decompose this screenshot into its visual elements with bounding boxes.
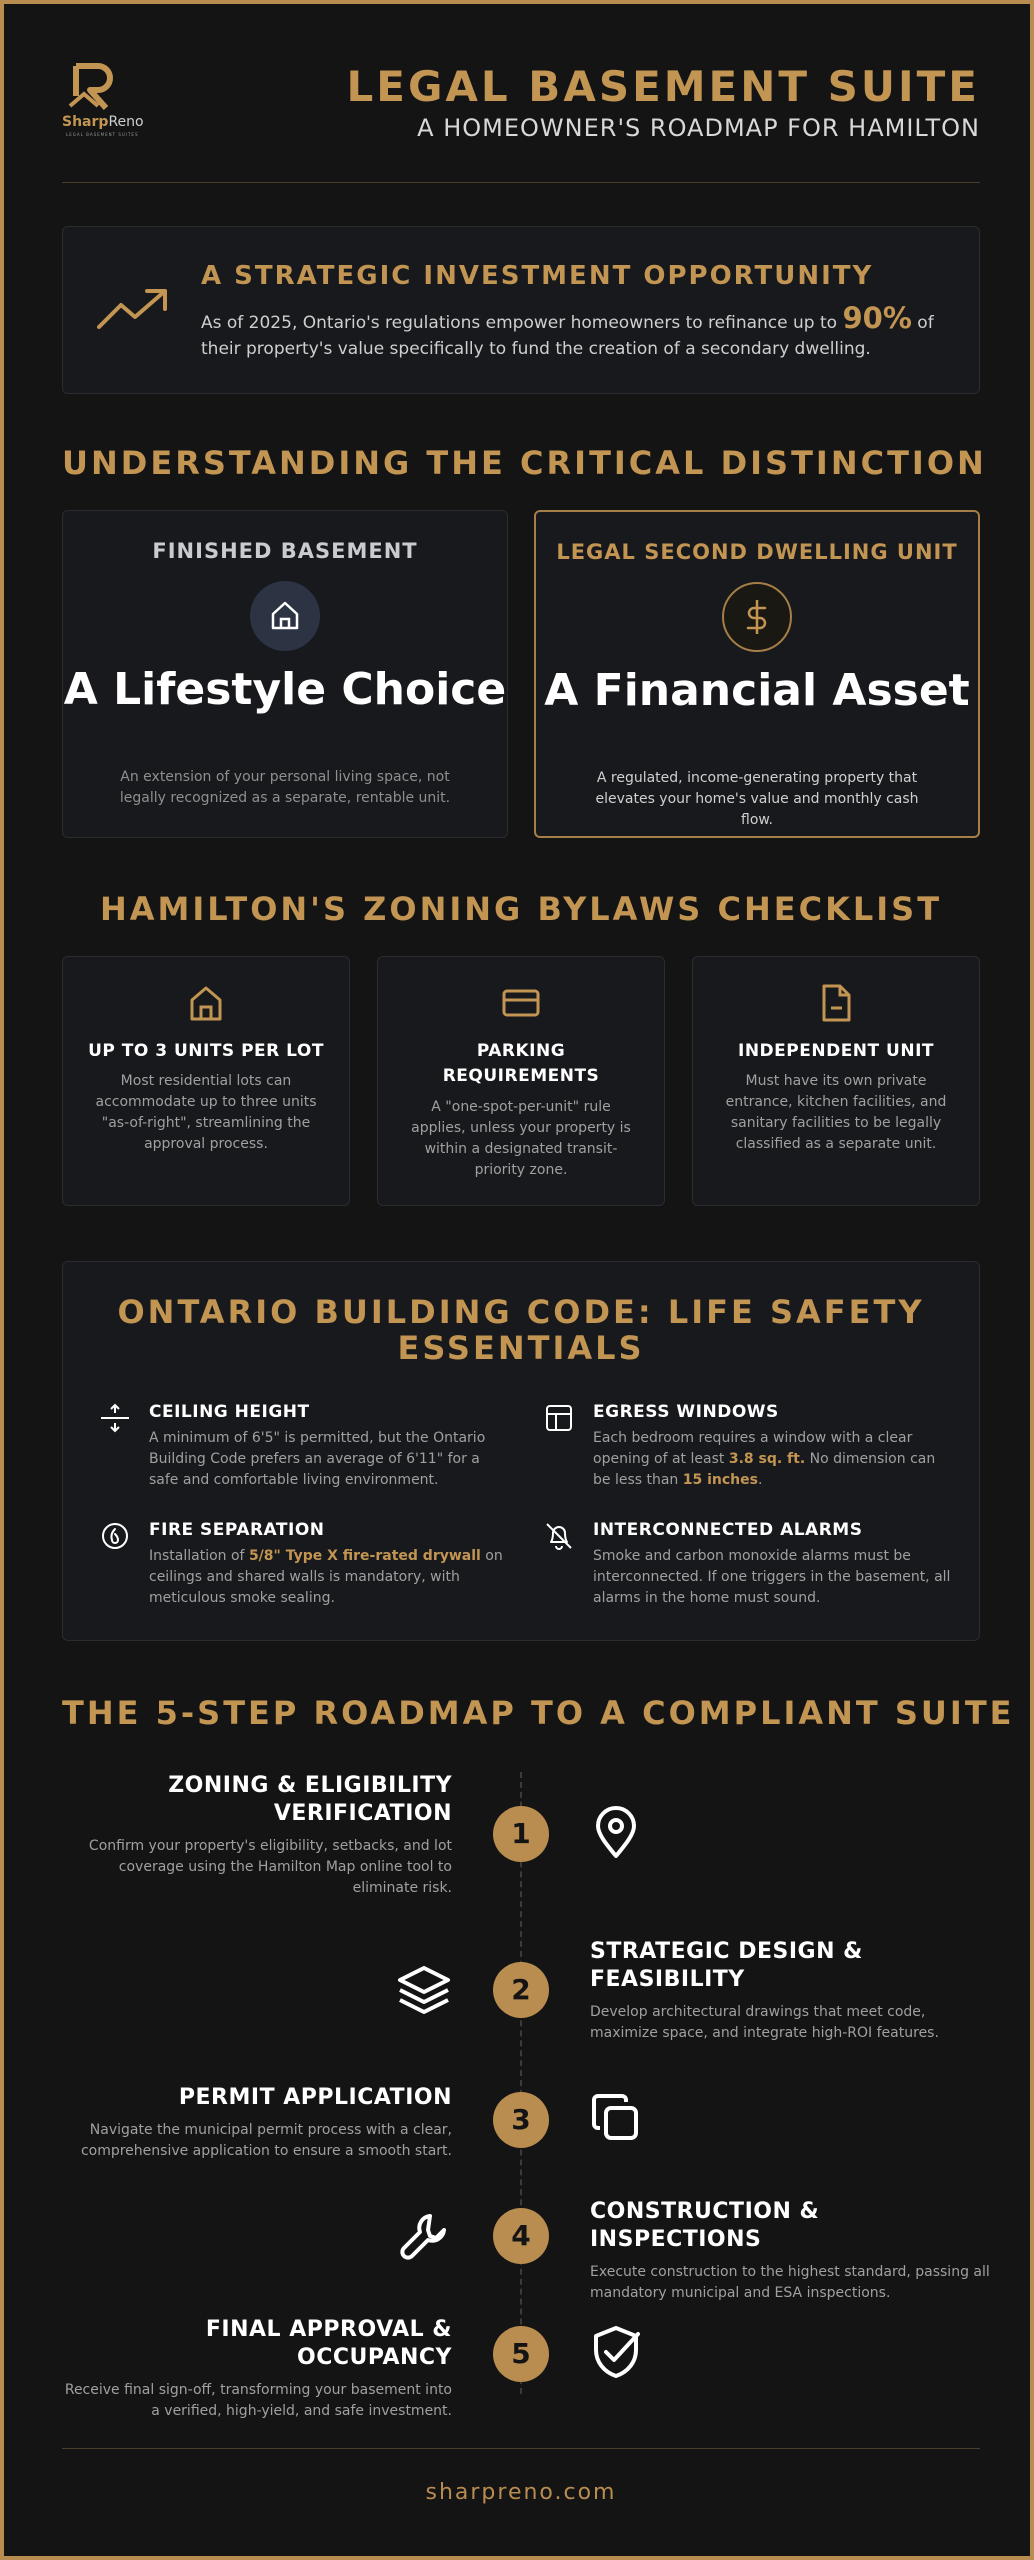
- ceiling-height-desc: A minimum of 6'5" is permitted, but the Ontario Building Code prefers an average of 6'11" for a safe and comfortable living environment.: [149, 1430, 486, 1488]
- egress-windows-title: EGRESS WINDOWS: [593, 1402, 779, 1422]
- strategic-card: [62, 226, 980, 394]
- alarms-desc: Smoke and carbon monoxide alarms must be interconnected. If one triggers in the basement, all alarms in the home must sound.: [593, 1548, 951, 1606]
- header: [62, 62, 980, 182]
- trending-up-icon: [97, 287, 169, 331]
- zoning-desc: Most residential lots can accommodate up to three units "as-of-right", streamlining the approval process.: [95, 1073, 317, 1152]
- zoning-card-independent: [692, 956, 980, 1206]
- step-desc: Receive final sign-off, transforming your basement into a verified, high-yield, and safe investment.: [64, 2382, 452, 2419]
- fire-separation-desc: [149, 1546, 509, 1609]
- footer-url[interactable]: sharpreno.com: [425, 2480, 617, 2505]
- zoning-desc: Must have its own private entrance, kitchen facilities, and sanitary facilities to be legally classified as a separate unit.: [725, 1073, 947, 1152]
- roadmap-step-4: [590, 2198, 990, 2304]
- header-divider: [62, 182, 980, 183]
- fire-text-b: on ceilings and shared walls is mandatory, with meticulous smoke sealing.: [149, 1548, 503, 1606]
- zoning-card-units: [62, 956, 350, 1206]
- step-desc: Develop architectural drawings that meet code, maximize space, and integrate high-ROI features.: [590, 2004, 939, 2041]
- copy-icon: [588, 2090, 644, 2146]
- wrench-icon: [396, 2208, 452, 2264]
- legal-main: A Financial Asset: [544, 665, 970, 716]
- roadmap-step-3: [62, 2084, 452, 2162]
- step-number: 3: [493, 2092, 549, 2148]
- legal-icon-circle: [722, 582, 792, 652]
- step-desc: Confirm your property's eligibility, setbacks, and lot coverage using the Hamilton Map online tool to eliminate risk.: [88, 1838, 452, 1896]
- logo-wordmark: [62, 114, 144, 130]
- strategic-body-b: of their property's value specifically to fund the creation of a secondary dwelling.: [201, 313, 934, 359]
- roadmap-line: [520, 1772, 522, 2394]
- alarms-title: INTERCONNECTED ALARMS: [593, 1520, 863, 1540]
- roadmap-heading: THE 5-STEP ROADMAP TO A COMPLIANT SUITE: [62, 1694, 1015, 1732]
- step-number: 5: [493, 2326, 549, 2382]
- legal-label: LEGAL SECOND DWELLING UNIT: [556, 540, 958, 564]
- building-code-card: [62, 1261, 980, 1641]
- logo-name-b: Reno: [108, 114, 144, 130]
- ceiling-height-title: CEILING HEIGHT: [149, 1402, 310, 1422]
- egress-text-c: .: [757, 1472, 763, 1488]
- strategic-body: [201, 301, 941, 362]
- home-icon: [186, 983, 226, 1023]
- map-pin-icon: [588, 1804, 644, 1860]
- ceiling-height-icon: [99, 1402, 131, 1434]
- legal-unit-card: [534, 510, 980, 838]
- zoning-title: PARKING REQUIREMENTS: [442, 1041, 600, 1086]
- card-icon: [501, 983, 541, 1023]
- bell-off-icon: [543, 1520, 575, 1552]
- logo: [62, 62, 154, 142]
- logo-mark-icon: [62, 62, 126, 114]
- roadmap-step-5: [62, 2316, 452, 2422]
- step-number: 2: [493, 1962, 549, 2018]
- step-number: 1: [493, 1806, 549, 1862]
- footer-divider: [62, 2448, 980, 2449]
- finished-label: FINISHED BASEMENT: [152, 539, 418, 563]
- step-title: ZONING & ELIGIBILITY VERIFICATION: [168, 1773, 452, 1826]
- step-desc: Navigate the municipal permit process with a clear, comprehensive application to ensure a smooth start.: [80, 2122, 452, 2159]
- zoning-desc: A "one-spot-per-unit" rule applies, unless your property is within a designated transit-priority zone.: [411, 1099, 631, 1178]
- logo-name-a: Sharp: [62, 114, 109, 130]
- distinction-heading: UNDERSTANDING THE CRITICAL DISTINCTION: [62, 444, 987, 482]
- zoning-title: UP TO 3 UNITS PER LOT: [88, 1041, 324, 1061]
- window-icon: [543, 1402, 575, 1434]
- egress-windows-desc: [593, 1428, 953, 1491]
- file-icon: [816, 983, 856, 1023]
- dollar-icon: [724, 584, 790, 650]
- shield-check-icon: [588, 2324, 644, 2380]
- step-title: STRATEGIC DESIGN & FEASIBILITY: [590, 1939, 863, 1992]
- finished-basement-card: [62, 510, 508, 838]
- step-number: 4: [493, 2208, 549, 2264]
- finished-icon-circle: [250, 581, 320, 651]
- roadmap-step-1: [62, 1772, 452, 1899]
- step-desc: Execute construction to the highest standard, passing all mandatory municipal and ESA inspections.: [590, 2264, 990, 2301]
- strategic-title: A STRATEGIC INVESTMENT OPPORTUNITY: [201, 261, 874, 291]
- page-subtitle: A HOMEOWNER'S ROADMAP FOR HAMILTON: [417, 114, 980, 142]
- egress-text-a: Each bedroom requires a window with a clear opening of at least: [593, 1430, 913, 1467]
- zoning-card-parking: [377, 956, 665, 1206]
- zoning-heading: HAMILTON'S ZONING BYLAWS CHECKLIST: [99, 890, 943, 928]
- step-title: CONSTRUCTION & INSPECTIONS: [590, 2199, 820, 2252]
- home-icon: [250, 581, 320, 651]
- fire-icon: [99, 1520, 131, 1552]
- zoning-title: INDEPENDENT UNIT: [738, 1041, 934, 1061]
- finished-main: A Lifestyle Choice: [63, 664, 507, 715]
- layers-icon: [396, 1962, 452, 2018]
- page-title: LEGAL BASEMENT SUITE: [346, 62, 980, 111]
- logo-tagline: LEGAL BASEMENT SUITES: [66, 132, 139, 137]
- egress-highlight-dimension: 15 inches: [682, 1472, 758, 1488]
- egress-text-b: No dimension can be less than: [593, 1451, 936, 1488]
- step-title: FINAL APPROVAL & OCCUPANCY: [205, 2317, 452, 2370]
- fire-text-a: Installation of: [149, 1548, 245, 1564]
- finished-desc: An extension of your personal living space, not legally recognized as a separate, rentable unit.: [119, 769, 451, 806]
- legal-desc: A regulated, income-generating property that elevates your home's value and monthly cash flow.: [595, 770, 919, 828]
- egress-highlight-area: 3.8 sq. ft.: [728, 1451, 806, 1467]
- roadmap-step-2: [590, 1938, 990, 2044]
- fire-separation-title: FIRE SEPARATION: [149, 1520, 325, 1540]
- building-code-heading: ONTARIO BUILDING CODE: LIFE SAFETY ESSENTIALS: [117, 1293, 925, 1367]
- fire-highlight: 5/8" Type X fire-rated drywall: [248, 1548, 481, 1564]
- step-title: PERMIT APPLICATION: [178, 2085, 452, 2110]
- strategic-body-a: As of 2025, Ontario's regulations empower homeowners to refinance up to: [201, 313, 838, 333]
- strategic-percent: 90%: [842, 301, 912, 335]
